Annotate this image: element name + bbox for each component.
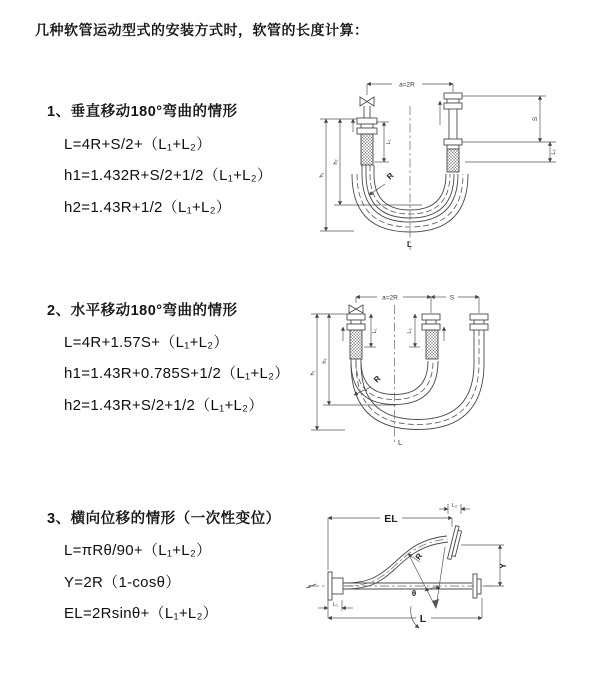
dim-s-label: S [449, 294, 455, 302]
left-pipe-fitting [343, 314, 365, 359]
dim-l2-label: L₂ [551, 149, 557, 155]
dim-s-label: S [532, 116, 539, 122]
section-1-formula-h1: h1=1.432R+S/2+1/2（L₁+L₂） [64, 167, 273, 184]
section-1-formula-l: L=4R+S/2+（L₁+L₂） [64, 136, 212, 153]
section-3-formula-l: L=πRθ/90+（L₁+L₂） [64, 542, 212, 559]
dim-a-label: a=2R [399, 81, 415, 89]
radius-annotation [408, 547, 445, 628]
dim-s [462, 96, 557, 162]
radius-annotation [369, 171, 396, 195]
dim-y-label: Y [499, 563, 508, 569]
radius-label: R [372, 374, 383, 385]
section-3-heading: 3、横向位移的情形（一次性变位） [47, 511, 281, 527]
dim-l1-label: L₁ [372, 328, 378, 334]
diagram-vertical-180-bend [310, 70, 590, 265]
upper-flange [447, 526, 462, 561]
middle-pipe-fitting [422, 314, 444, 359]
dim-h2-label: h₂ [333, 159, 339, 165]
dim-l2 [439, 503, 470, 514]
valve-icon [360, 97, 374, 106]
section-1-formula-h2: h2=1.43R+1/2（L₁+L₂） [64, 199, 232, 216]
hose-loop [351, 359, 484, 430]
page-title: 几种软管运动型式的安装方式时，软管的长度计算： [35, 22, 369, 38]
dim-a-label: a=2R [382, 294, 398, 302]
dim-a-2r [356, 295, 479, 314]
section-2-formula-h2: h2=1.43R+S/2+1/2（L₁+L₂） [64, 397, 264, 414]
dim-h1-label: h₁ [319, 172, 325, 178]
section-2-heading: 2、水平移动180°弯曲的情形 [47, 303, 238, 319]
dim-l1-label: L₁ [333, 602, 338, 608]
length-label: L [398, 440, 403, 447]
dim-h2-label: h₂ [322, 358, 328, 364]
right-pipe-fitting [440, 93, 462, 172]
dim-l2 [407, 314, 420, 347]
section-2-formula-h1: h1=1.43R+0.785S+1/2（L₁+L₂） [64, 365, 290, 382]
left-pipe-fitting [353, 106, 377, 165]
dim-l [328, 598, 482, 625]
right-pipe-fitting [470, 314, 488, 363]
diagram-lateral-displacement [298, 498, 600, 660]
dim-l2-label: L₂ [407, 328, 413, 334]
section-3-formula-y: Y=2R（1-cosθ） [64, 574, 181, 591]
length-label: L [407, 240, 412, 249]
section-1-heading: 1、垂直移动180°弯曲的情形 [47, 104, 238, 120]
dim-a-2r [367, 82, 453, 96]
dim-l-label: L [419, 613, 427, 625]
dim-l1-label: L₁ [386, 139, 392, 145]
dim-l2-label: L₂ [451, 503, 458, 509]
valve-icon [349, 305, 363, 313]
section-2-formula-l: L=4R+1.57S+（L₁+L₂） [64, 334, 229, 351]
diagram-horizontal-180-bend [303, 283, 593, 455]
angle-theta-label: θ [411, 589, 417, 598]
dim-el-label: EL [384, 513, 398, 525]
section-3-formula-el: EL=2Rsinθ+（L₁+L₂） [64, 605, 218, 622]
dim-el [328, 513, 452, 570]
dim-l1 [364, 314, 378, 347]
dim-l1 [318, 600, 353, 611]
dim-y [461, 545, 508, 586]
radius-label: R [385, 171, 396, 182]
dim-h1-label: h₁ [310, 370, 316, 376]
centerline-mark: z [308, 584, 311, 590]
hose-s-curve [343, 536, 448, 589]
vertex-arrowhead [432, 599, 439, 609]
radius-label: R [413, 551, 425, 562]
